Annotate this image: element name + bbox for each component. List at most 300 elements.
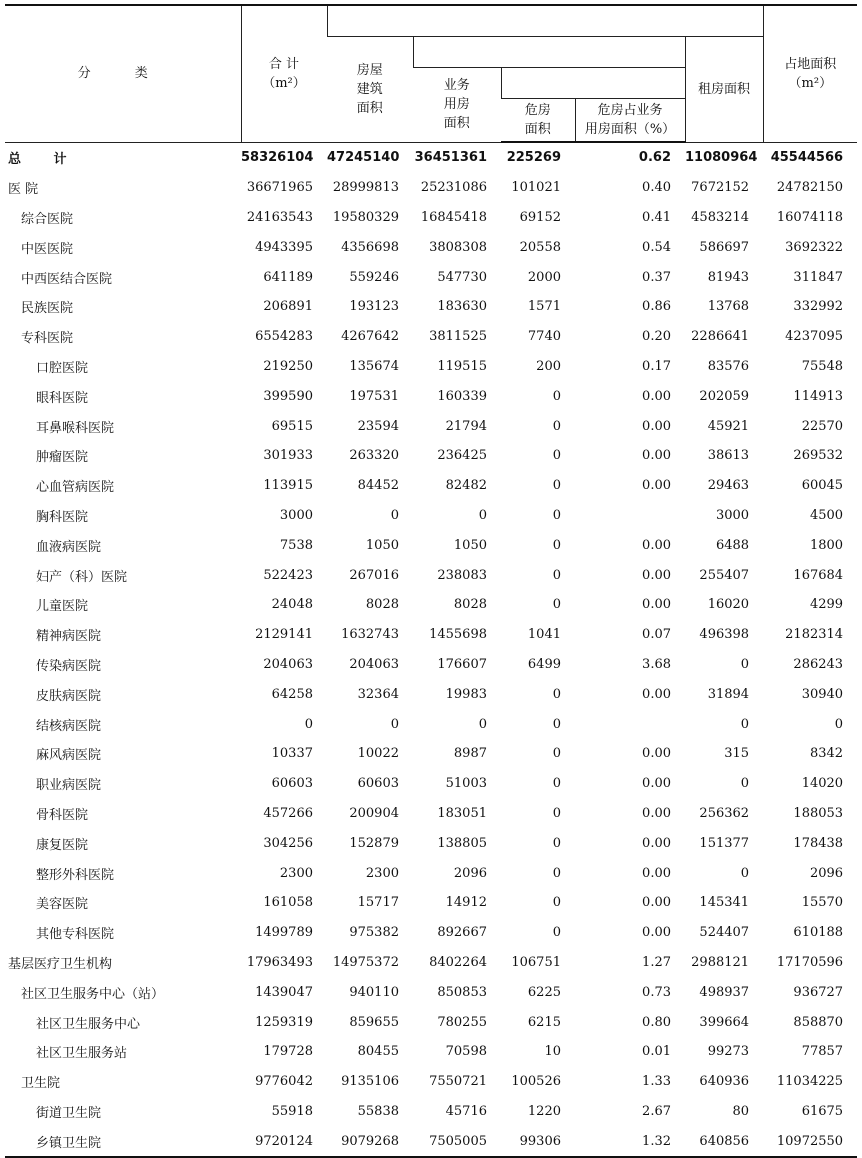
table-row [5, 918, 857, 948]
cell-total: 10337 [271, 746, 313, 762]
cell-total: 55918 [271, 1103, 313, 1119]
row-category-name: 乡镇卫生院 [5, 1126, 241, 1157]
cell-total: 64258 [271, 686, 313, 702]
cell-pct: 0.00 [642, 537, 671, 553]
header-land [763, 5, 857, 142]
cell-business: 850853 [437, 984, 487, 1000]
cell-danger: 0 [552, 895, 561, 911]
row-category-name: 妇产（科）医院 [36, 569, 128, 585]
cell-danger: 0 [552, 537, 561, 553]
cell-pct: 0.00 [642, 478, 671, 494]
cell-rent: 83576 [707, 358, 750, 374]
cell-pct [575, 709, 685, 739]
table-row [5, 769, 857, 799]
cell-total: 6554283 [255, 329, 313, 345]
row-category-name: 基层医疗卫生机构 [8, 956, 113, 972]
cell-rent: 255407 [699, 567, 750, 583]
cell-pct: 0.41 [642, 209, 671, 225]
header-total-line2: （m²） [262, 75, 306, 91]
cell-rent: 6488 [715, 537, 750, 553]
table-row [5, 262, 857, 292]
header-danger-pct [575, 99, 685, 143]
cell-total: 304256 [263, 835, 313, 851]
cell-pct: 0.00 [642, 448, 671, 464]
cell-business: 8028 [453, 597, 487, 613]
cell-danger: 0 [552, 805, 561, 821]
cell-danger: 6499 [527, 656, 561, 672]
cell-rent: 16020 [707, 597, 750, 613]
cell-land: 4500 [809, 507, 844, 523]
cell-business: 892667 [437, 925, 487, 941]
row-category-name: 专科医院 [21, 331, 74, 347]
cell-pct: 0.80 [642, 1014, 671, 1030]
cell-building: 940110 [349, 984, 399, 1000]
cell-land: 936727 [793, 984, 844, 1000]
row-category-name: 胸科医院 [36, 509, 89, 525]
table-row [5, 590, 857, 620]
row-category-name: 麻风病医院 [36, 748, 102, 764]
cell-rent: 498937 [699, 984, 750, 1000]
cell-danger: 0 [552, 478, 561, 494]
cell-rent: 0 [740, 865, 750, 881]
cell-danger: 101021 [511, 180, 561, 196]
header-land-line1: 占地面积 [784, 56, 837, 72]
cell-pct: 0.00 [642, 388, 671, 404]
cell-total: 69515 [271, 418, 313, 434]
cell-danger: 0 [552, 418, 561, 434]
row-category-name: 传染病医院 [36, 658, 102, 674]
cell-pct: 0.00 [642, 567, 671, 583]
cell-danger: 6225 [527, 984, 561, 1000]
row-category-name: 眼科医院 [36, 390, 89, 406]
cell-danger: 0 [552, 835, 561, 851]
cell-total: 204063 [263, 656, 313, 672]
table-row [5, 858, 857, 888]
table-row [5, 948, 857, 978]
cell-pct [575, 501, 685, 531]
cell-building: 135674 [349, 358, 399, 374]
table-row [5, 799, 857, 829]
cell-pct: 3.68 [642, 656, 671, 672]
cell-danger: 0 [552, 597, 561, 613]
table-row [5, 1007, 857, 1037]
cell-building: 84452 [357, 478, 399, 494]
cell-business: 238083 [437, 567, 487, 583]
cell-danger: 225269 [506, 150, 561, 166]
cell-pct: 0.40 [642, 180, 671, 196]
header-danger-pct-line2: 用房面积（%） [584, 122, 676, 137]
cell-rent: 640936 [699, 1074, 750, 1090]
cell-land: 24782150 [776, 180, 844, 196]
cell-rent: 2286641 [691, 329, 750, 345]
cell-danger: 0 [552, 925, 561, 941]
table-row [5, 381, 857, 411]
cell-rent: 496398 [699, 627, 750, 643]
cell-business: 7505005 [413, 1126, 501, 1157]
cell-business: 36451361 [414, 150, 487, 166]
cell-total: 522423 [263, 567, 313, 583]
table-row [5, 560, 857, 590]
table-row [5, 292, 857, 322]
cell-building: 2300 [365, 865, 399, 881]
cell-business: 176607 [437, 656, 487, 672]
cell-business: 547730 [437, 269, 487, 285]
row-category-name: 口腔医院 [36, 360, 89, 376]
cell-pct: 1.33 [642, 1074, 671, 1090]
header-spacer-low [501, 68, 685, 99]
cell-danger: 1571 [527, 299, 561, 315]
header-business-line2: 用房 [443, 97, 470, 113]
table-row [5, 709, 857, 739]
cell-danger: 20558 [519, 239, 561, 255]
row-category-name: 总 计 [8, 152, 81, 168]
table-row [5, 232, 857, 262]
table-row [5, 501, 857, 531]
cell-business: 0 [478, 507, 487, 523]
cell-rent: 38613 [707, 448, 750, 464]
table-row [5, 888, 857, 918]
cell-land: 188053 [793, 805, 844, 821]
cell-rent: 0 [740, 716, 750, 732]
cell-business: 25231086 [420, 180, 487, 196]
cell-total: 17963493 [246, 954, 313, 970]
cell-pct: 0.37 [642, 269, 671, 285]
cell-total: 7538 [279, 537, 313, 553]
cell-business: 8402264 [429, 954, 487, 970]
header-business-line3: 面积 [443, 116, 470, 132]
header-danger-line1: 危房 [524, 103, 551, 118]
table-row [5, 739, 857, 769]
header-danger-pct-line1: 危房占业务 [597, 103, 663, 118]
cell-pct: 0.00 [642, 895, 671, 911]
cell-pct: 2.67 [642, 1103, 671, 1119]
table-row [5, 411, 857, 441]
cell-land: 22570 [801, 418, 844, 434]
cell-business: 45716 [445, 1103, 487, 1119]
row-category-name: 社区卫生服务站 [36, 1046, 128, 1062]
cell-land: 610188 [793, 925, 844, 941]
cell-rent: 256362 [699, 805, 750, 821]
cell-total: 1499789 [255, 925, 313, 941]
table-row [5, 1037, 857, 1067]
cell-land: 60045 [801, 478, 844, 494]
row-category-name: 精神病医院 [36, 629, 102, 645]
cell-business: 82482 [445, 478, 487, 494]
cell-danger: 0 [552, 507, 561, 523]
table-row [5, 352, 857, 382]
row-category-name: 医 院 [8, 182, 39, 198]
table-row [5, 828, 857, 858]
cell-pct: 0.00 [642, 776, 671, 792]
cell-rent: 99273 [707, 1044, 750, 1060]
cell-danger: 106751 [511, 954, 561, 970]
cell-land: 75548 [801, 358, 844, 374]
table-row [5, 530, 857, 560]
table-header [5, 5, 857, 142]
cell-pct: 0.00 [642, 865, 671, 881]
cell-total: 24163543 [246, 209, 313, 225]
cell-danger: 0 [552, 716, 561, 732]
building-area-table [5, 4, 857, 1158]
cell-land: 61675 [801, 1103, 844, 1119]
cell-danger: 7740 [527, 329, 561, 345]
cell-business: 14912 [445, 895, 487, 911]
header-rent: 租房面积 [685, 37, 763, 143]
cell-rent: 13768 [707, 299, 750, 315]
cell-pct: 1.32 [575, 1126, 685, 1157]
cell-total: 2300 [279, 865, 313, 881]
cell-rent: 11080964 [685, 150, 758, 166]
cell-business: 119515 [437, 358, 487, 374]
cell-business: 19983 [445, 686, 487, 702]
row-category-name: 心血管病医院 [36, 480, 115, 496]
cell-rent: 640856 [685, 1126, 763, 1157]
cell-land: 167684 [793, 567, 844, 583]
cell-land: 178438 [793, 835, 844, 851]
cell-rent: 3000 [715, 507, 750, 523]
cell-total: 179728 [263, 1044, 313, 1060]
table-row [5, 679, 857, 709]
cell-building: 204063 [349, 656, 399, 672]
cell-rent: 7672152 [691, 180, 750, 196]
row-category-name: 血液病医院 [36, 539, 102, 555]
cell-land: 45544566 [770, 150, 844, 166]
cell-building: 10022 [357, 746, 399, 762]
cell-rent: 202059 [699, 388, 750, 404]
cell-rent: 151377 [699, 835, 750, 851]
cell-building: 4267642 [341, 329, 399, 345]
cell-danger: 0 [552, 865, 561, 881]
cell-business: 7550721 [429, 1074, 487, 1090]
cell-total: 1439047 [255, 984, 313, 1000]
row-category-name: 街道卫生院 [36, 1105, 102, 1121]
cell-total: 24048 [271, 597, 313, 613]
cell-total: 1259319 [255, 1014, 313, 1030]
cell-business: 183051 [437, 805, 487, 821]
row-category-name: 中医医院 [21, 241, 74, 257]
cell-rent: 0 [740, 656, 750, 672]
cell-rent: 29463 [707, 478, 750, 494]
cell-business: 0 [478, 716, 487, 732]
cell-total: 161058 [263, 895, 313, 911]
header-business-line1: 业务 [443, 78, 470, 94]
cell-danger: 0 [552, 388, 561, 404]
cell-building: 9079268 [327, 1126, 413, 1157]
cell-building: 4356698 [341, 239, 399, 255]
cell-pct: 0.00 [642, 686, 671, 702]
cell-land: 11034225 [776, 1074, 844, 1090]
row-category-name: 结核病医院 [36, 718, 102, 734]
cell-building: 47245140 [327, 150, 400, 166]
cell-danger: 6215 [527, 1014, 561, 1030]
table-row [5, 977, 857, 1007]
cell-building: 152879 [349, 835, 399, 851]
cell-total: 0 [304, 716, 313, 732]
row-category-name: 康复医院 [36, 837, 89, 853]
cell-business: 1455698 [429, 627, 487, 643]
cell-land: 3692322 [785, 239, 844, 255]
cell-business: 160339 [437, 388, 487, 404]
cell-land: 10972550 [763, 1126, 857, 1157]
cell-total: 60603 [271, 776, 313, 792]
table-row [5, 441, 857, 471]
row-category-name: 社区卫生服务中心 [36, 1016, 141, 1032]
cell-total: 219250 [263, 358, 313, 374]
header-business [413, 68, 501, 143]
cell-total: 58326104 [241, 150, 314, 166]
cell-land: 286243 [793, 656, 844, 672]
cell-total: 3000 [279, 507, 313, 523]
header-building-line3: 面积 [356, 100, 383, 116]
cell-building: 263320 [349, 448, 399, 464]
cell-pct: 0.00 [642, 805, 671, 821]
cell-danger: 0 [552, 776, 561, 792]
row-category-name: 骨科医院 [36, 807, 89, 823]
cell-land: 2182314 [785, 627, 844, 643]
cell-danger: 99306 [501, 1126, 575, 1157]
cell-pct: 0.00 [642, 925, 671, 941]
table-row [5, 203, 857, 233]
row-category-name: 整形外科医院 [36, 867, 115, 883]
cell-total: 641189 [263, 269, 313, 285]
cell-land: 114913 [793, 388, 844, 404]
header-total-line1: 合 计 [268, 56, 300, 72]
cell-building: 267016 [349, 567, 399, 583]
cell-danger: 0 [552, 686, 561, 702]
header-building-line2: 建筑 [356, 81, 383, 97]
cell-total: 399590 [263, 388, 313, 404]
cell-land: 1800 [809, 537, 844, 553]
cell-building: 15717 [357, 895, 399, 911]
row-category-name: 皮肤病医院 [36, 688, 102, 704]
cell-land: 311847 [793, 269, 844, 285]
cell-business: 16845418 [420, 209, 487, 225]
row-category-name: 美容医院 [36, 897, 89, 913]
row-category-name: 其他专科医院 [36, 927, 115, 943]
cell-land: 4299 [809, 597, 844, 613]
cell-business: 780255 [437, 1014, 487, 1030]
cell-total: 206891 [263, 299, 313, 315]
header-spacer-top [327, 5, 763, 37]
cell-pct: 0.01 [642, 1044, 671, 1060]
cell-business: 70598 [445, 1044, 487, 1060]
cell-total: 113915 [263, 478, 313, 494]
cell-rent: 2988121 [691, 954, 750, 970]
cell-rent: 45921 [707, 418, 750, 434]
table-row [5, 173, 857, 203]
cell-pct: 0.62 [638, 150, 671, 166]
cell-rent: 4583214 [691, 209, 750, 225]
header-spacer-mid [413, 37, 685, 68]
cell-building: 19580329 [332, 209, 399, 225]
cell-total: 9776042 [255, 1074, 313, 1090]
cell-land: 0 [834, 716, 844, 732]
cell-building: 8028 [365, 597, 399, 613]
table-body [5, 142, 857, 1157]
cell-business: 3811525 [429, 329, 487, 345]
cell-building: 1632743 [341, 627, 399, 643]
cell-rent: 315 [724, 746, 750, 762]
cell-pct: 0.86 [642, 299, 671, 315]
cell-building: 975382 [349, 925, 399, 941]
cell-danger: 0 [552, 567, 561, 583]
cell-pct: 1.27 [642, 954, 671, 970]
cell-land: 2096 [809, 865, 844, 881]
cell-building: 60603 [357, 776, 399, 792]
cell-pct: 0.00 [642, 835, 671, 851]
cell-business: 8987 [453, 746, 487, 762]
cell-rent: 81943 [707, 269, 750, 285]
cell-land: 30940 [801, 686, 844, 702]
header-building [327, 37, 413, 143]
header-total [241, 5, 327, 142]
cell-building: 23594 [357, 418, 399, 434]
cell-business: 138805 [437, 835, 487, 851]
cell-pct: 0.07 [642, 627, 671, 643]
cell-danger: 1220 [527, 1103, 561, 1119]
header-land-line2: （m²） [788, 75, 833, 91]
cell-building: 55838 [357, 1103, 399, 1119]
table-row [5, 650, 857, 680]
cell-pct: 0.54 [642, 239, 671, 255]
table-row [5, 471, 857, 501]
header-danger-line2: 面积 [524, 122, 551, 137]
header-category: 分 类 [5, 5, 241, 142]
cell-rent: 31894 [707, 686, 750, 702]
cell-building: 200904 [349, 805, 399, 821]
cell-rent: 145341 [699, 895, 750, 911]
row-category-name: 综合医院 [21, 211, 74, 227]
cell-land: 858870 [793, 1014, 844, 1030]
cell-building: 559246 [349, 269, 399, 285]
cell-building: 0 [390, 507, 399, 523]
cell-pct: 0.73 [642, 984, 671, 1000]
cell-total: 9720124 [241, 1126, 327, 1157]
cell-building: 32364 [357, 686, 399, 702]
row-category-name: 耳鼻喉科医院 [36, 420, 115, 436]
cell-building: 193123 [349, 299, 399, 315]
header-building-line1: 房屋 [356, 62, 383, 78]
cell-total: 4943395 [255, 239, 313, 255]
cell-land: 15570 [801, 895, 844, 911]
cell-land: 16074118 [776, 209, 844, 225]
cell-danger: 0 [552, 448, 561, 464]
statistics-table-page [5, 4, 857, 1158]
cell-land: 332992 [793, 299, 844, 315]
row-category-name: 卫生院 [21, 1076, 61, 1092]
cell-pct: 0.20 [642, 329, 671, 345]
row-category-name: 肿瘤医院 [36, 450, 89, 466]
cell-total: 457266 [263, 805, 313, 821]
table-row [5, 1067, 857, 1097]
cell-danger: 69152 [519, 209, 561, 225]
cell-business: 21794 [445, 418, 487, 434]
cell-total: 2129141 [255, 627, 313, 643]
cell-land: 4237095 [785, 329, 844, 345]
cell-business: 51003 [445, 776, 487, 792]
cell-land: 17170596 [776, 954, 844, 970]
cell-total: 36671965 [246, 180, 313, 196]
cell-total: 301933 [263, 448, 313, 464]
cell-danger: 100526 [511, 1074, 561, 1090]
cell-business: 1050 [453, 537, 487, 553]
cell-building: 197531 [349, 388, 399, 404]
cell-building: 9135106 [341, 1074, 399, 1090]
cell-building: 28999813 [332, 180, 399, 196]
cell-land: 77857 [801, 1044, 844, 1060]
cell-danger: 0 [552, 746, 561, 762]
cell-business: 183630 [437, 299, 487, 315]
